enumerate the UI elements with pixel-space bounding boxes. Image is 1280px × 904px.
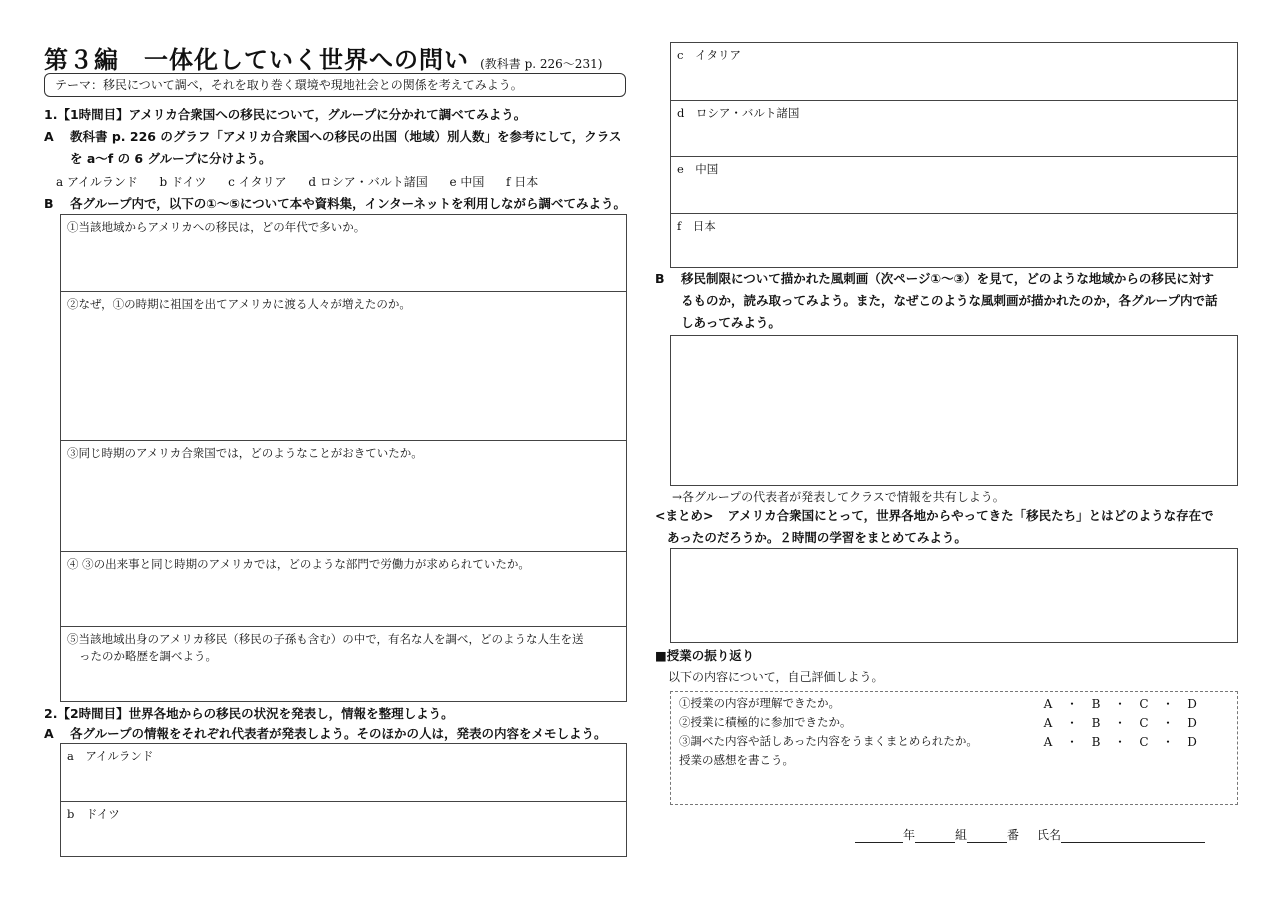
research-prompt-3: ③同じ時期のアメリカ合衆国では，どのようなことがおきていたか。 (67, 446, 423, 460)
summary-label: <まとめ> (655, 508, 714, 523)
grade-option[interactable]: B (1091, 735, 1103, 749)
research-prompt-2: ②なぜ，①の時期に祖国を出てアメリカに渡る人々が増えたのか。 (67, 297, 411, 311)
group-item: c イタリア (228, 175, 287, 189)
year-blank[interactable] (855, 830, 903, 843)
class-label: 組 (955, 828, 968, 842)
reflection-intro: 以下の内容について，自己評価しよう。 (668, 670, 884, 684)
grade-option[interactable]: D (1187, 716, 1199, 730)
theme-text: テーマ：移民について調べ，それを取り巻く環境や現地社会との関係を考えてみよう。 (55, 78, 523, 92)
name-label: 氏名 (1037, 828, 1062, 842)
memo-cell-e[interactable] (671, 156, 1237, 213)
research-prompt-5: ⑤当該地域出身のアメリカ移民（移民の子孫も含む）の中で，有名な人を調べ，どのような人生を送 (67, 632, 584, 646)
research-cell-3[interactable] (61, 440, 626, 551)
memo-cell-d[interactable] (671, 100, 1237, 156)
number-blank[interactable] (967, 830, 1007, 843)
class-blank[interactable] (915, 830, 955, 843)
group-list (56, 173, 538, 190)
page-title-row (44, 40, 602, 75)
grade-option[interactable]: C (1139, 735, 1151, 749)
memo-label-f: f 日本 (677, 219, 716, 233)
part1-a-text-1: 教科書 p. 226 のグラフ「アメリカ合衆国への移民の出国（地域）別人数」を参考にして，クラス (70, 129, 622, 144)
theme-box (44, 73, 626, 97)
grade-separator: ・ (1065, 697, 1080, 711)
part2-a-label: A (44, 726, 54, 741)
name-blank[interactable] (1061, 830, 1205, 843)
grade-option[interactable]: A (1043, 735, 1055, 749)
number-label: 番 (1007, 828, 1020, 842)
reflection-heading: ■授業の振り返り (655, 648, 755, 663)
grade-option[interactable]: B (1091, 697, 1103, 711)
grade-separator: ・ (1161, 716, 1176, 730)
grade-option[interactable]: A (1043, 716, 1055, 730)
memo-cell-c[interactable] (671, 43, 1237, 100)
part1-b (44, 193, 626, 215)
part1-b-label: B (44, 196, 54, 211)
eval-grades-1[interactable] (1037, 695, 1205, 712)
research-prompt-4: ④ ③の出来事と同じ時期のアメリカでは，どのような部門で労働力が求められていたか。 (67, 557, 530, 571)
share-note: →各グループの代表者が発表してクラスで情報を共有しよう。 (672, 490, 1005, 504)
group-item: d ロシア・バルト諸国 (308, 175, 428, 189)
research-table (60, 214, 627, 702)
group-item: e 中国 (449, 175, 485, 189)
part2-b-text-2: るものか，読み取ってみよう。また，なぜこのような風刺画が描かれたのか，各グループ内で話 (681, 293, 1218, 308)
grade-option[interactable]: C (1139, 716, 1151, 730)
grade-separator: ・ (1161, 697, 1176, 711)
grade-separator: ・ (1113, 697, 1128, 711)
memo-cell-f[interactable] (671, 213, 1237, 267)
grade-option[interactable]: A (1043, 697, 1055, 711)
part2-b-text-1: 移民制限について描かれた風刺画（次ページ①〜③）を見て，どのような地域からの移民に対す (681, 271, 1214, 286)
eval-item-2: ②授業に積極的に参加できたか。 (679, 715, 852, 729)
part1-a-label: A (44, 129, 54, 144)
summary-text-2: あったのだろうか。２時間の学習をまとめてみよう。 (667, 530, 967, 545)
group-item: f 日本 (506, 175, 539, 189)
eval-item-3: ③調べた内容や話しあった内容をうまくまとめられたか。 (679, 734, 978, 748)
part2-a-text: 各グループの情報をそれぞれ代表者が発表しよう。そのほかの人は，発表の内容をメモしよう。 (70, 726, 607, 741)
self-evaluation-box (670, 691, 1238, 805)
student-info-line (855, 826, 1205, 843)
page-title: 第３編 一体化していく世界への問い (44, 46, 469, 74)
part1-b-text: 各グループ内で，以下の①〜⑤について本や資料集，インターネットを利用しながら調べてみよう。 (70, 196, 627, 211)
part2-a (44, 723, 607, 745)
memo-label-d: d ロシア・バルト諸国 (677, 106, 800, 120)
grade-separator: ・ (1161, 735, 1176, 749)
memo-label-e: e 中国 (677, 162, 719, 176)
group-item: a アイルランド (56, 175, 138, 189)
eval-grades-2[interactable] (1037, 714, 1205, 731)
grade-option[interactable]: C (1139, 697, 1151, 711)
eval-grades-3[interactable] (1037, 733, 1205, 750)
grade-separator: ・ (1065, 735, 1080, 749)
impression-prompt: 授業の感想を書こう。 (679, 753, 794, 767)
grade-option[interactable]: D (1187, 735, 1199, 749)
textbook-reference: (教科書 p. 226〜231) (480, 57, 603, 71)
grade-option[interactable]: D (1187, 697, 1199, 711)
memo-table-right (670, 42, 1238, 268)
memo-label-c: c イタリア (677, 48, 741, 62)
research-prompt-5-cont: ったのか略歴を調べよう。 (79, 649, 217, 663)
research-cell-5[interactable] (61, 626, 626, 701)
part2-b-label: B (655, 271, 665, 286)
part2-b (655, 268, 1245, 334)
memo-cell-a[interactable] (61, 744, 626, 801)
year-label: 年 (903, 828, 916, 842)
summary-answer-box[interactable] (670, 548, 1238, 643)
grade-separator: ・ (1113, 716, 1128, 730)
memo-label-b: b ドイツ (67, 807, 120, 821)
part2-heading: 2.【2時間目】世界各地からの移民の状況を発表し，情報を整理しよう。 (44, 706, 454, 721)
grade-option[interactable]: B (1091, 716, 1103, 730)
memo-label-a: a アイルランド (67, 749, 154, 763)
memo-table-left (60, 743, 627, 857)
memo-cell-b[interactable] (61, 801, 626, 857)
grade-separator: ・ (1065, 716, 1080, 730)
part1-a-text-2: を a〜f の 6 グループに分けよう。 (70, 151, 272, 166)
eval-item-1: ①授業の内容が理解できたか。 (679, 696, 840, 710)
group-item: b ドイツ (159, 175, 207, 189)
part1-a (44, 126, 634, 170)
research-cell-1[interactable] (61, 215, 626, 291)
cartoon-answer-box[interactable] (670, 335, 1238, 486)
research-cell-2[interactable] (61, 291, 626, 440)
research-prompt-1: ①当該地域からアメリカへの移民は，どの年代で多いか。 (67, 220, 366, 234)
grade-separator: ・ (1113, 735, 1128, 749)
summary-text-1: アメリカ合衆国にとって，世界各地からやってきた「移民たち」とはどのような存在で (727, 508, 1214, 523)
summary (655, 505, 1255, 549)
part1-heading: 1.【1時間目】アメリカ合衆国への移民について，グループに分かれて調べてみよう。 (44, 107, 527, 122)
research-cell-4[interactable] (61, 551, 626, 626)
part2-b-text-3: しあってみよう。 (681, 315, 781, 330)
